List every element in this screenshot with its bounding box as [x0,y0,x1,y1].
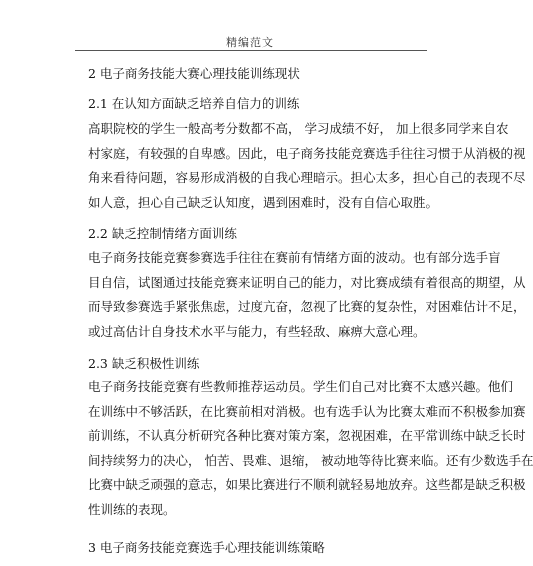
paragraph [88,375,533,523]
paragraph-line: 间持续努力的决心， 怕苦、畏难、退缩， 被动地等待比赛来临。还有少数选手在 [88,452,533,468]
paragraph [88,246,526,344]
page-header-title: 精编范文 [226,36,274,49]
paragraph-line: 而导致参赛选手紧张焦虑，过度亢奋，忽视了比赛的复杂性，对困难估计不足， [88,299,526,315]
header-divider [75,50,427,51]
paragraph-line: 在训练中不够活跃，在比赛前相对消极。也有选手认为比赛太难而不积极参加赛 [88,403,526,419]
paragraph-line: 如人意，担心自己缺乏认知度，遇到困难时，没有自信心取胜。 [88,194,439,210]
paragraph-line: 角来看待问题，容易形成消极的自我心理暗示。担心太多，担心自己的表现不尽 [88,170,526,186]
paragraph-line: 或过高估计自身技术水平与能力，有些轻敌、麻痹大意心理。 [88,323,426,339]
paragraph-line: 前训练，不认真分析研究各种比赛对策方案，忽视困难，在平常训练中缺乏长时 [88,428,526,444]
paragraph-line: 比赛中缺乏顽强的意志，如果比赛进行不顺利就轻易地放弃。这些都是缺乏积极 [88,477,526,493]
section-heading: 2 电子商务技能大赛心理技能训练现状 [88,66,300,81]
paragraph-line: 高职院校的学生一般高考分数都不高， 学习成绩不好， 加上很多同学来自农 [88,121,509,136]
paragraph-line: 村家庭，有较强的自卑感。因此，电子商务技能竞赛选手往往习惯于从消极的视 [88,145,526,161]
paragraph-line: 电子商务技能竞赛有些教师推荐运动员。学生们自己对比赛不太感兴趣。他们 [88,379,514,394]
paragraph-line: 目自信，试图通过技能竞赛来证明自己的能力，对比赛成绩有着很高的期望，从 [88,274,526,290]
subsection-heading: 2.2 缺乏控制情绪方面训练 [88,226,237,241]
section-heading: 3 电子商务技能竞赛选手心理技能训练策略 [88,540,325,555]
subsection-heading: 2.3 缺乏积极性训练 [88,356,200,371]
paragraph-line: 性训练的表现。 [88,501,176,517]
paragraph [88,117,526,215]
subsection-heading: 2.1 在认知方面缺乏培养自信力的训练 [88,96,300,111]
paragraph-line: 电子商务技能竞赛参赛选手往往在赛前有情绪方面的波动。也有部分选手盲 [88,250,501,265]
